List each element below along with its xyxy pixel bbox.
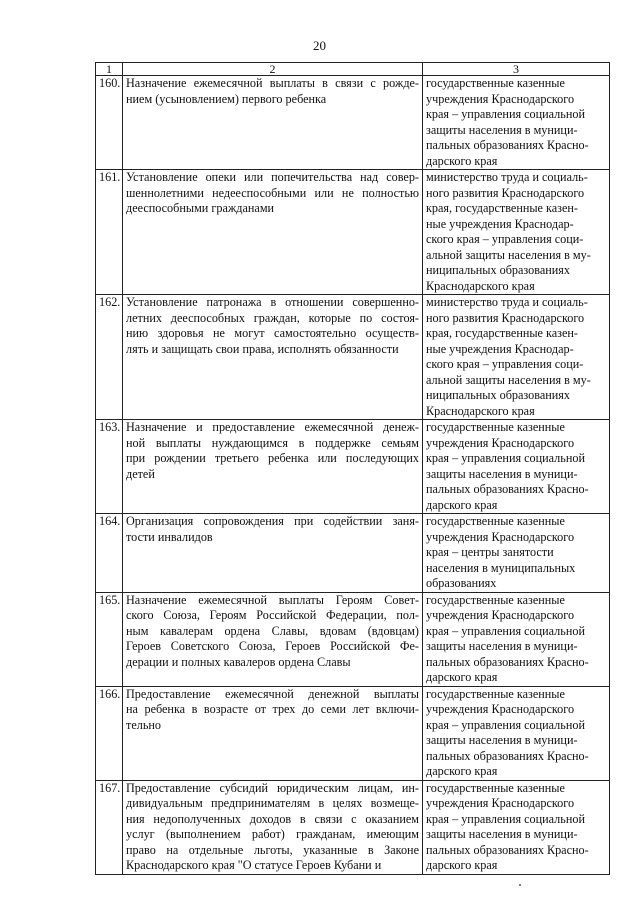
authority-line: учреждения Краснодарского bbox=[426, 435, 575, 450]
service-name-cell bbox=[123, 686, 423, 780]
row-number: 165. bbox=[96, 592, 123, 686]
authority-cell bbox=[423, 295, 610, 420]
service-name-line: нием (усыновлением) первого ребенка bbox=[126, 91, 327, 106]
row-number: 161. bbox=[96, 170, 123, 295]
authority-line: края – центры занятости bbox=[426, 545, 554, 559]
authority-line: государственные казенные bbox=[426, 686, 565, 701]
authority-line: защиты населения в муници- bbox=[426, 639, 578, 653]
service-name-line: дивидуальным предпринимателям в целях возмеще- bbox=[126, 796, 419, 810]
page-number: 20 bbox=[313, 38, 326, 53]
authority-line: дарского края bbox=[426, 670, 498, 684]
service-name-line: на ребенка в возрасте от трех до семи лет включи- bbox=[126, 702, 419, 716]
service-name-line: ной выплаты нуждающимся в поддержке семьям bbox=[126, 435, 419, 450]
service-name-line: ния недополученных доходов в связи с оказанием bbox=[126, 811, 419, 826]
authority-line: государственные казенные bbox=[426, 592, 565, 607]
authority-line: ные учреждения Краснодар- bbox=[426, 216, 574, 231]
service-name-line: услуг (выполнением работ) гражданам, имеющим bbox=[126, 827, 419, 841]
table-row bbox=[96, 592, 610, 686]
authority-line: альной защиты населения в му- bbox=[426, 247, 591, 262]
service-name-cell bbox=[123, 170, 423, 295]
authority-line: края – управления социальной bbox=[426, 451, 585, 465]
authority-line: ского края – управления соци- bbox=[426, 232, 584, 246]
service-name-cell bbox=[123, 780, 423, 874]
table-row bbox=[96, 686, 610, 780]
services-table bbox=[95, 62, 610, 875]
authority-line: пальных образованиях Красно- bbox=[426, 842, 589, 857]
service-name-line: право на отдельные льготы, указанные в Законе bbox=[126, 842, 419, 857]
authority-line: Краснодарского края bbox=[426, 403, 535, 418]
row-number: 162. bbox=[96, 295, 123, 420]
row-number: 166. bbox=[96, 686, 123, 780]
column-header-number: 1 bbox=[96, 63, 123, 76]
service-name-line: при рождении третьего ребенка или последующих bbox=[126, 451, 419, 465]
table-row bbox=[96, 780, 610, 874]
authority-line: учреждения Краснодарского bbox=[426, 608, 575, 622]
service-name-line: Назначение и предоставление ежемесячной денеж- bbox=[126, 420, 419, 434]
authority-line: дарского края bbox=[426, 858, 498, 872]
service-name-line: ным кавалерам ордена Славы, вдовам (вдовцам) bbox=[126, 623, 419, 638]
service-name-cell bbox=[123, 514, 423, 593]
row-number: 160. bbox=[96, 76, 123, 170]
service-name-cell bbox=[123, 592, 423, 686]
service-name-line: летних дееспособных граждан, которые по состоя- bbox=[126, 310, 419, 325]
table-row bbox=[96, 295, 610, 420]
table-row bbox=[96, 170, 610, 295]
table-row bbox=[96, 76, 610, 170]
scan-speck bbox=[519, 884, 521, 886]
service-name-line: лять и защищать свои права, исполнять обязанности bbox=[126, 341, 399, 356]
authority-cell bbox=[423, 592, 610, 686]
service-name-line: нию здоровья не могут самостоятельно осуществ- bbox=[126, 326, 419, 340]
service-name-line: Героев Советского Союза, Героев Российской Фе- bbox=[126, 639, 419, 653]
table-row bbox=[96, 514, 610, 593]
authority-line: государственные казенные bbox=[426, 780, 565, 795]
authority-line: ные учреждения Краснодар- bbox=[426, 341, 574, 356]
authority-line: учреждения Краснодарского bbox=[426, 702, 575, 716]
authority-line: края – управления социальной bbox=[426, 623, 585, 638]
service-name-line: Назначение ежемесячной выплаты в связи с рожде- bbox=[126, 76, 419, 90]
authority-line: защиты населения в муници- bbox=[426, 466, 578, 481]
authority-line: края – управления социальной bbox=[426, 811, 585, 826]
authority-line: пальных образованиях Красно- bbox=[426, 482, 589, 496]
authority-line: дарского края bbox=[426, 764, 498, 778]
row-number: 163. bbox=[96, 420, 123, 514]
authority-line: министерство труда и социаль- bbox=[426, 295, 588, 309]
authority-line: дарского края bbox=[426, 153, 498, 168]
authority-line: ниципальных образованиях bbox=[426, 388, 571, 402]
authority-line: защиты населения в муници- bbox=[426, 733, 578, 747]
table-row bbox=[96, 420, 610, 514]
authority-line: государственные казенные bbox=[426, 76, 565, 90]
column-header-service: 2 bbox=[123, 63, 423, 76]
authority-line: образованиях bbox=[426, 576, 497, 590]
service-name-line: Установление патронажа в отношении совершенно- bbox=[126, 295, 419, 309]
service-name-line: дееспособными гражданами bbox=[126, 201, 275, 215]
authority-line: государственные казенные bbox=[426, 420, 565, 434]
service-name-line: шеннолетними недееспособными или не полностью bbox=[126, 185, 419, 200]
authority-line: края, государственные казен- bbox=[426, 326, 578, 340]
service-name-line: ского Союза, Героям Российской Федерации, пол- bbox=[126, 608, 419, 622]
service-name-line: тости инвалидов bbox=[126, 529, 213, 544]
authority-cell bbox=[423, 420, 610, 514]
service-name-line: Краснодарского края "О статусе Героев Кубани и bbox=[126, 858, 382, 872]
service-name-line: Предоставление ежемесячной денежной выплаты bbox=[126, 686, 419, 701]
authority-line: альной защиты населения в му- bbox=[426, 372, 591, 387]
authority-line: защиты населения в муници- bbox=[426, 122, 578, 137]
authority-line: ского края – управления соци- bbox=[426, 357, 584, 371]
authority-line: пальных образованиях Красно- bbox=[426, 138, 589, 152]
authority-line: министерство труда и социаль- bbox=[426, 170, 588, 184]
service-name-line: Предоставление субсидий юридическим лицам, ин- bbox=[126, 780, 419, 795]
authority-line: населения в муниципальных bbox=[426, 560, 576, 575]
authority-line: пальных образованиях Красно- bbox=[426, 748, 589, 763]
authority-cell bbox=[423, 686, 610, 780]
authority-line: учреждения Краснодарского bbox=[426, 529, 575, 544]
authority-line: ного развития Краснодарского bbox=[426, 185, 585, 200]
authority-line: пальных образованиях Красно- bbox=[426, 654, 589, 669]
column-header-authority: 3 bbox=[423, 63, 610, 76]
authority-line: государственные казенные bbox=[426, 514, 565, 528]
authority-line: дарского края bbox=[426, 497, 498, 512]
service-name-line: тельно bbox=[126, 717, 161, 732]
authority-line: края, государственные казен- bbox=[426, 201, 578, 215]
authority-line: Краснодарского края bbox=[426, 278, 535, 293]
service-name-cell bbox=[123, 420, 423, 514]
authority-line: ного развития Краснодарского bbox=[426, 310, 585, 325]
authority-line: края – управления социальной bbox=[426, 107, 585, 121]
row-number: 167. bbox=[96, 780, 123, 874]
service-name-line: Установление опеки или попечительства над совер- bbox=[126, 170, 419, 184]
authority-line: ниципальных образованиях bbox=[426, 263, 571, 277]
authority-line: края – управления социальной bbox=[426, 717, 585, 732]
service-name-line: Назначение ежемесячной выплаты Героям Совет- bbox=[126, 592, 419, 607]
authority-line: учреждения Краснодарского bbox=[426, 91, 575, 106]
service-name-cell bbox=[123, 76, 423, 170]
authority-cell bbox=[423, 514, 610, 593]
authority-line: защиты населения в муници- bbox=[426, 827, 578, 841]
authority-cell bbox=[423, 780, 610, 874]
authority-cell bbox=[423, 170, 610, 295]
authority-cell bbox=[423, 76, 610, 170]
service-name-cell bbox=[123, 295, 423, 420]
authority-line: учреждения Краснодарского bbox=[426, 796, 575, 810]
row-number: 164. bbox=[96, 514, 123, 593]
service-name-line: Организация сопровождения при содействии заня- bbox=[126, 514, 419, 528]
service-name-line: дерации и полных кавалеров ордена Славы bbox=[126, 654, 351, 669]
table-header-row bbox=[96, 63, 610, 76]
service-name-line: детей bbox=[126, 466, 155, 481]
